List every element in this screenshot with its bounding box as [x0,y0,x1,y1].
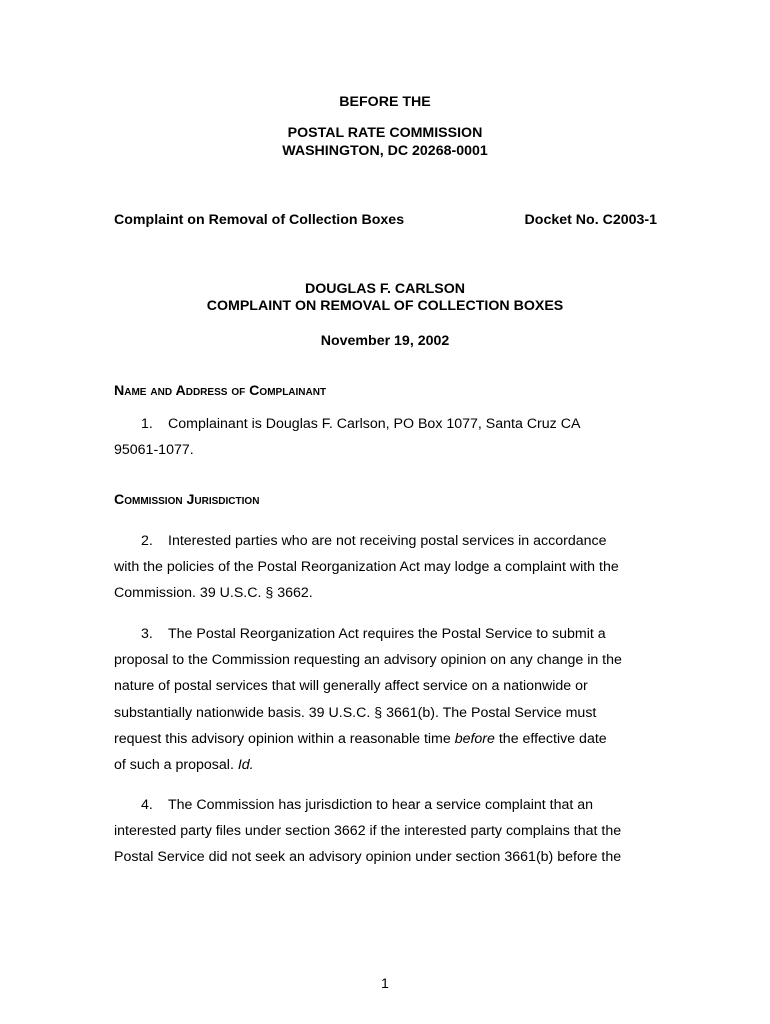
page-number: 1 [381,976,389,992]
citation-id: Id. [237,757,254,774]
paragraph-text: of such a proposal. [114,757,238,774]
paragraph-text: substantially nationwide basis. 39 U.S.C. § 3661(b). The Postal Service must [114,704,597,721]
emphasis-text: before [454,730,495,747]
paragraph-number: 3. [141,626,153,642]
paragraph-text: with the policies of the Postal Reorganization Act may lodge a complaint with the [114,559,619,576]
paragraph-text: Commission. 39 U.S.C. § 3662. [114,585,313,602]
document-date: November 19, 2002 [320,333,450,349]
paragraph-text: proposal to the Commission requesting an advisory opinion on any change in the [114,652,622,669]
paragraph-text: nature of postal services that will generally affect service on a nationwide or [114,678,588,695]
paragraph-text: interested party files under section 3662 if the interested party complains that the [114,823,622,840]
paragraph-text: The Postal Reorganization Act requires the Postal Service to submit a [168,626,606,642]
paragraph-text: request this advisory opinion within a reasonable time [114,730,455,747]
header-commission-name: POSTAL RATE COMMISSION [287,125,483,141]
paragraph-text: Interested parties who are not receiving postal services in accordance [168,533,607,549]
paragraph-text: Complainant is Douglas F. Carlson, PO Box 1077, Santa Cruz CA [168,416,581,432]
paragraph-2 [114,528,660,607]
header-commission-address: WASHINGTON, DC 20268-0001 [282,143,488,159]
paragraph-text: the effective date [494,730,607,747]
docket-number: Docket No. C2003-1 [524,212,657,228]
paragraph-text: 95061-1077. [114,442,194,459]
complainant-name: DOUGLAS F. CARLSON [304,281,465,297]
section-heading-name-address: Name and Address of Complainant [114,383,327,399]
paragraph-1 [114,411,660,463]
paragraph-number: 2. [141,533,153,549]
paragraph-text: Postal Service did not seek an advisory opinion under section 3661(b) before the [114,849,622,866]
header-before-the: BEFORE THE [339,94,431,110]
document-title: COMPLAINT ON REMOVAL OF COLLECTION BOXES [206,298,564,314]
section-heading-jurisdiction: Commission Jurisdiction [114,492,260,508]
case-caption-title: Complaint on Removal of Collection Boxes [114,212,405,228]
paragraph-4 [114,792,660,871]
paragraph-3 [114,621,660,778]
paragraph-text: The Commission has jurisdiction to hear a service complaint that an [168,797,594,813]
paragraph-number: 1. [141,416,153,432]
paragraph-number: 4. [141,797,153,813]
